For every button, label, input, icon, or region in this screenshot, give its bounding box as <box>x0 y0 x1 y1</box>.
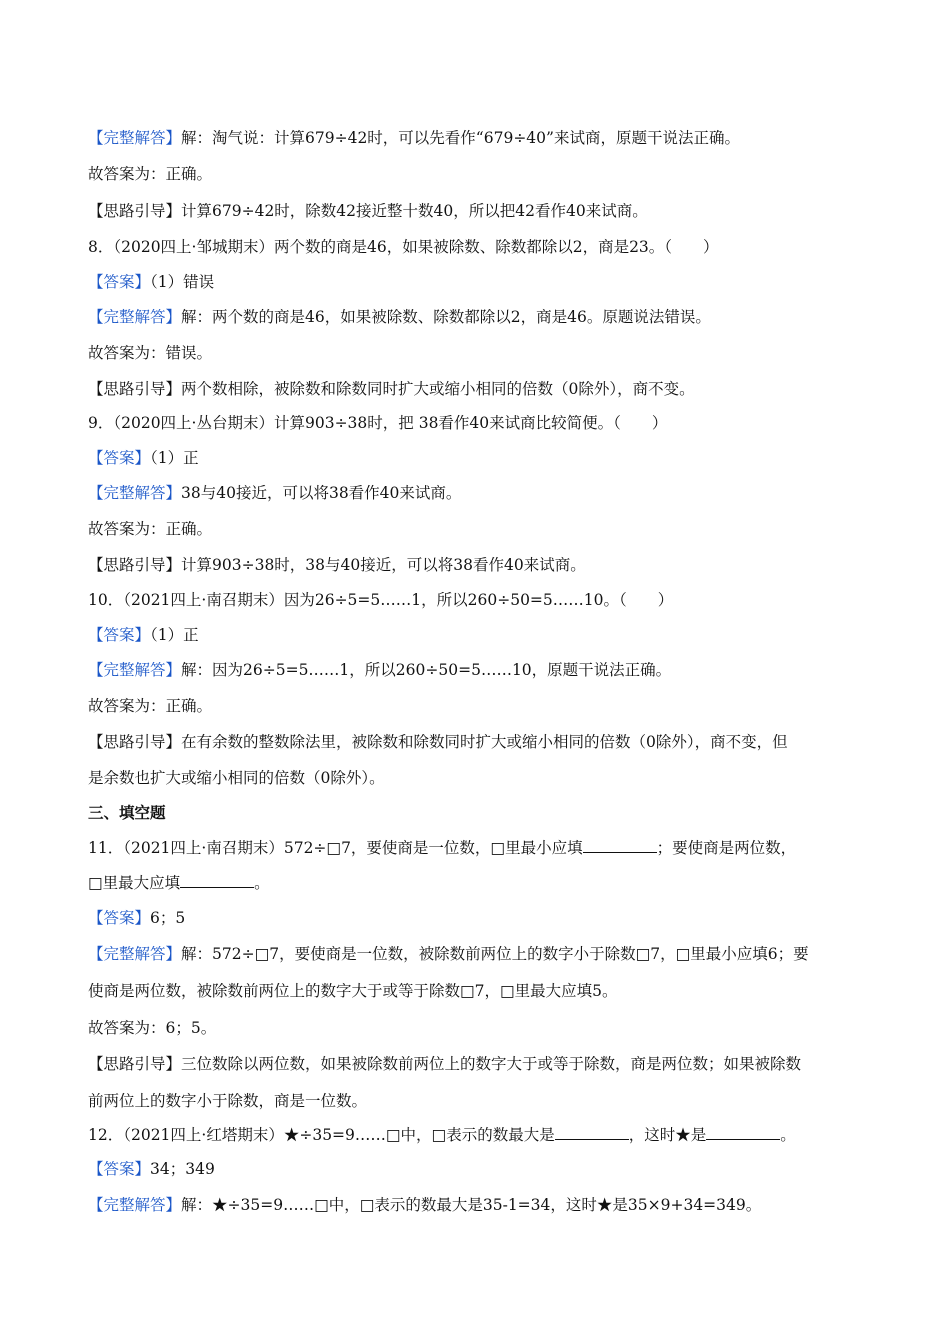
q8-full-answer-text: 解：两个数的商是46，如果被除数、除数都除以2，商是46。原题说法错误。 <box>181 308 711 326</box>
q8-answer <box>88 272 214 292</box>
q10-answer-text: （1）正 <box>150 626 199 644</box>
q8-full-answer <box>88 307 711 327</box>
q9-result: 故答案为：正确。 <box>88 520 213 538</box>
q11-question-continued <box>88 873 270 893</box>
full-answer-label: 【完整解答】 <box>88 661 182 679</box>
q9-answer-text: （1）正 <box>150 449 199 467</box>
q11-full-answer-continued: 使商是两位数，被除数前两位上的数字大于或等于除数□7，□里最大应填5。 <box>88 982 618 1000</box>
hint-label: 【思路引导】 <box>88 556 182 574</box>
q7-result: 故答案为：正确。 <box>88 165 213 183</box>
q10-full-answer <box>88 660 671 680</box>
q12-full-answer-text: 解：★÷35=9……□中，□表示的数最大是35-1=34，这时★是35×9+34=349。 <box>181 1196 762 1214</box>
q11-question-text-a: 11．（2021四上·南召期末）572÷□7，要使商是一位数，□里最小应填 <box>88 839 583 857</box>
q12-blank-2[interactable] <box>706 1125 780 1140</box>
q7-hint <box>88 201 648 221</box>
q7-hint-text: 计算679÷42时，除数42接近整十数40，所以把42看作40来试商。 <box>181 202 648 220</box>
q10-question: 10．（2021四上·南召期末）因为26÷5=5……1，所以260÷50=5……10。（ ） <box>88 591 674 609</box>
full-answer-label: 【完整解答】 <box>88 129 182 147</box>
q9-answer <box>88 448 199 468</box>
q12-question-text-a: 12．（2021四上·红塔期末）★÷35=9……□中，□表示的数最大是 <box>88 1126 555 1144</box>
q11-blank-2[interactable] <box>180 873 254 888</box>
q7-full-answer <box>88 128 740 148</box>
q9-hint <box>88 555 586 575</box>
q8-hint <box>88 379 695 399</box>
q12-blank-1[interactable] <box>555 1125 629 1140</box>
full-answer-label: 【完整解答】 <box>88 308 182 326</box>
q12-answer-text: 34；349 <box>150 1160 215 1178</box>
q10-result: 故答案为：正确。 <box>88 697 213 715</box>
answer-label: 【答案】 <box>88 449 151 467</box>
hint-label: 【思路引导】 <box>88 733 182 751</box>
q11-answer <box>88 908 185 928</box>
q10-answer <box>88 625 199 645</box>
q11-question-text-d: 。 <box>254 874 270 892</box>
q11-hint <box>88 1054 801 1074</box>
q11-blank-1[interactable] <box>583 838 657 853</box>
q11-question-text-b: ；要使商是两位数， <box>656 839 797 857</box>
q8-answer-text: （1）错误 <box>150 273 215 291</box>
q11-hint-continued: 前两位上的数字小于除数，商是一位数。 <box>88 1092 368 1110</box>
q9-hint-text: 计算903÷38时，38与40接近，可以将38看作40来试商。 <box>181 556 586 574</box>
answer-label: 【答案】 <box>88 626 151 644</box>
full-answer-label: 【完整解答】 <box>88 484 182 502</box>
q11-result: 故答案为：6；5。 <box>88 1019 217 1037</box>
q9-question: 9．（2020四上·丛台期末）计算903÷38时，把 38看作40来试商比较简便。（ ） <box>88 414 668 432</box>
q8-hint-text: 两个数相除，被除数和除数同时扩大或缩小相同的倍数（0除外），商不变。 <box>181 380 695 398</box>
q10-hint-continued: 是余数也扩大或缩小相同的倍数（0除外）。 <box>88 769 385 787</box>
answer-label: 【答案】 <box>88 909 151 927</box>
answer-label: 【答案】 <box>88 1160 151 1178</box>
full-answer-label: 【完整解答】 <box>88 945 182 963</box>
q11-answer-text: 6；5 <box>150 909 186 927</box>
q10-hint <box>88 732 788 752</box>
q12-question-text-c: 。 <box>780 1126 796 1144</box>
q12-full-answer <box>88 1195 761 1215</box>
q11-full-answer-text: 解：572÷□7，要使商是一位数，被除数前两位上的数字小于除数□7，□里最小应填6；要 <box>181 945 809 963</box>
section-heading: 三、填空题 <box>88 804 166 822</box>
q11-hint-text: 三位数除以两位数，如果被除数前两位上的数字大于或等于除数，商是两位数；如果被除数 <box>181 1055 802 1073</box>
q10-full-answer-text: 解：因为26÷5=5……1，所以260÷50=5……10，原题干说法正确。 <box>181 661 672 679</box>
q8-result: 故答案为：错误。 <box>88 344 213 362</box>
hint-label: 【思路引导】 <box>88 202 182 220</box>
q9-full-answer <box>88 483 461 503</box>
hint-label: 【思路引导】 <box>88 1055 182 1073</box>
q11-question <box>88 838 796 858</box>
q12-question-text-b: ，这时★是 <box>628 1126 707 1144</box>
q10-hint-text: 在有余数的整数除法里，被除数和除数同时扩大或缩小相同的倍数（0除外），商不变，但 <box>181 733 788 751</box>
q11-full-answer <box>88 944 809 964</box>
q7-full-answer-text: 解：淘气说：计算679÷42时，可以先看作“679÷40”来试商，原题干说法正确。 <box>181 129 740 147</box>
answer-label: 【答案】 <box>88 273 151 291</box>
q8-question: 8．（2020四上·邹城期末）两个数的商是46，如果被除数、除数都除以2，商是23。（ ） <box>88 238 719 256</box>
hint-label: 【思路引导】 <box>88 380 182 398</box>
q9-full-answer-text: 38与40接近，可以将38看作40来试商。 <box>181 484 462 502</box>
q12-question <box>88 1125 796 1145</box>
full-answer-label: 【完整解答】 <box>88 1196 182 1214</box>
q12-answer <box>88 1159 215 1179</box>
q11-question-text-c: □里最大应填 <box>88 874 181 892</box>
